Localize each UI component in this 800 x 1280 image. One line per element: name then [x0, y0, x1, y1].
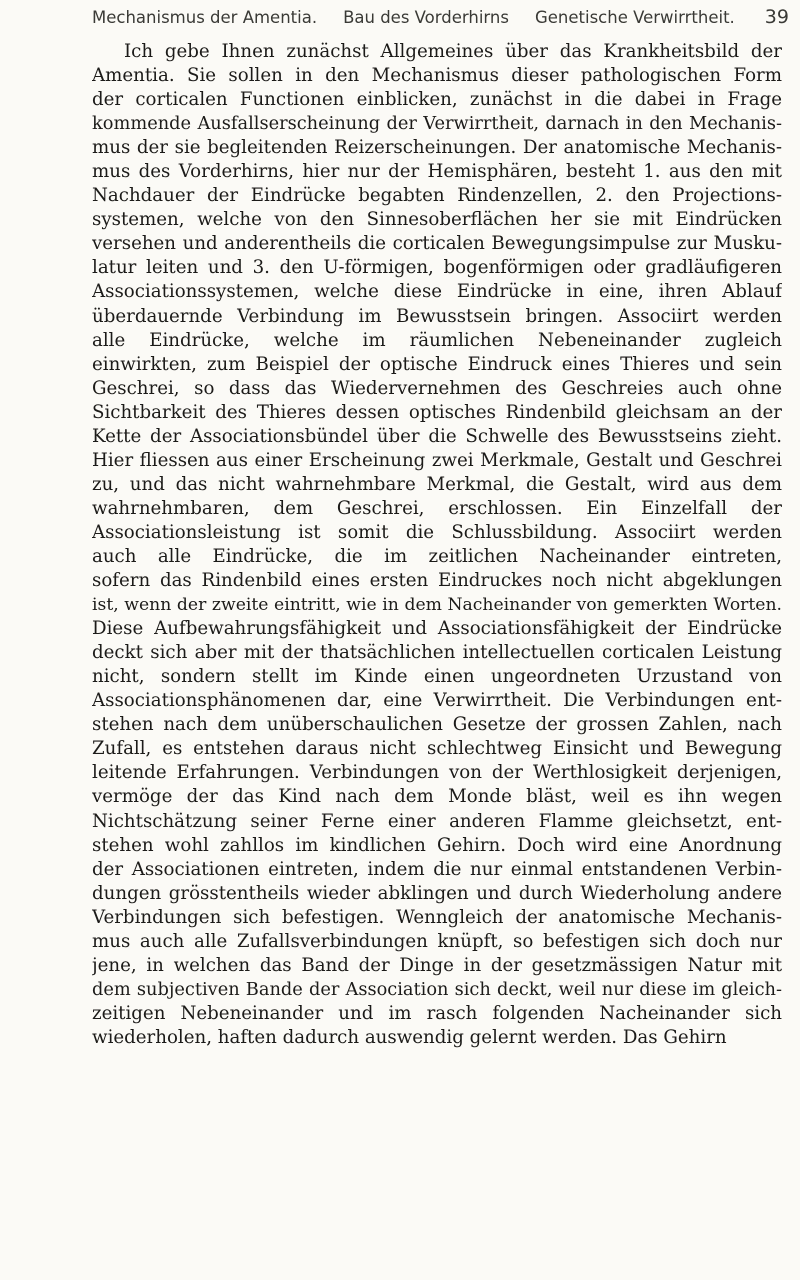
text-line: Hier fliessen aus einer Erscheinung zwei Merkmale, Gestalt und Geschrei — [92, 449, 782, 471]
text-line: Associationssystemen, welche diese Eindrücke in eine, ihren Ablauf — [92, 281, 782, 303]
text-line: Ich gebe Ihnen zunächst Allgemeines über das Krankheitsbild der — [124, 41, 782, 62]
body-paragraph — [92, 40, 782, 1050]
running-head-topic-1: Bau des Vorderhirns — [343, 8, 509, 27]
text-line: auch alle Eindrücke, die im zeitlichen Nacheinander eintreten, — [92, 545, 782, 567]
text-line: der corticalen Functionen einblicken, zunächst in die dabei in Frage — [92, 89, 782, 111]
text-line: zu, und das nicht wahrnehmbare Merkmal, die Gestalt, wird aus dem — [92, 473, 782, 495]
running-head — [92, 6, 788, 38]
text-line: jene, in welchen das Band der Dinge in der gesetzmässigen Natur mit — [92, 954, 782, 976]
text-line: latur leiten und 3. den U-förmigen, bogenförmigen oder gradläufigeren — [92, 257, 782, 279]
text-line: mus auch alle Zufallsverbindungen knüpft, so befestigen sich doch nur — [92, 930, 782, 952]
running-head-topic-2: Genetische Verwirrtheit. — [534, 8, 735, 27]
text-line: mus der sie begleitenden Reizerscheinungen. Der anatomische Mechanis- — [92, 137, 782, 159]
text-line: Associationsphänomenen dar, eine Verwirrtheit. Die Verbindungen ent- — [92, 690, 782, 712]
text-line: dem subjectiven Bande der Association sich deckt, weil nur diese im gleich- — [92, 978, 782, 1000]
text-line: Geschrei, so dass das Wiedervernehmen des Geschreies auch ohne — [92, 377, 782, 399]
text-line: Associationsleistung ist somit die Schlussbildung. Associirt werden — [92, 521, 782, 543]
page-number: 39 — [764, 6, 789, 28]
text-line: sofern das Rindenbild eines ersten Eindruckes noch nicht abgeklungen — [92, 570, 782, 592]
text-line: alle Eindrücke, welche im räumlichen Nebeneinander zugleich — [92, 329, 782, 351]
text-line: Nichtschätzung seiner Ferne einer anderen Flamme gleichsetzt, ent- — [92, 810, 782, 832]
text-line: kommende Ausfallserscheinung der Verwirrtheit, darnach in den Mechanis- — [92, 113, 782, 135]
text-line: überdauernde Verbindung im Bewusstsein bringen. Associirt werden — [92, 305, 782, 327]
text-line: stehen wohl zahllos im kindlichen Gehirn. Doch wird eine Anordnung — [92, 834, 782, 856]
text-line: mus des Vorderhirns, hier nur der Hemisphären, besteht 1. aus den mit — [92, 161, 782, 183]
text-line: leitende Erfahrungen. Verbindungen von der Werthlosigkeit derjenigen, — [92, 762, 782, 784]
text-line: der Associationen eintreten, indem die nur einmal entstandenen Verbin- — [92, 858, 782, 880]
text-line: Nachdauer der Eindrücke begabten Rindenzellen, 2. den Projections- — [92, 185, 782, 207]
text-line: systemen, welche von den Sinnesoberflächen her sie mit Eindrücken — [92, 209, 782, 231]
text-line: stehen nach dem unüberschaulichen Gesetze der grossen Zahlen, nach — [92, 714, 782, 736]
running-head-chapter: Mechanismus der Amentia. — [92, 8, 318, 27]
text-line: dungen grösstentheils wieder abklingen und durch Wiederholung andere — [92, 882, 782, 904]
text-line: Sichtbarkeit des Thieres dessen optisches Rindenbild gleichsam an der — [92, 401, 782, 423]
text-line: nicht, sondern stellt im Kinde einen ungeordneten Urzustand von — [92, 666, 782, 688]
text-line: Diese Aufbewahrungsfähigkeit und Associationsfähigkeit der Eindrücke — [92, 618, 782, 640]
text-line: Amentia. Sie sollen in den Mechanismus dieser pathologischen Form — [92, 65, 782, 87]
text-line: versehen und anderentheils die corticalen Bewegungsimpulse zur Musku- — [92, 233, 782, 255]
text-line: ist, wenn der zweite eintritt, wie in dem Nacheinander von gemerkten Worten. — [92, 595, 782, 616]
text-line: Kette der Associationsbündel über die Schwelle des Bewusstseins zieht. — [92, 425, 782, 447]
text-line: deckt sich aber mit der thatsächlichen intellectuellen corticalen Leistung — [92, 642, 782, 664]
text-line: zeitigen Nebeneinander und im rasch folgenden Nacheinander sich — [92, 1002, 782, 1024]
text-line: wahrnehmbaren, dem Geschrei, erschlossen. Ein Einzelfall der — [92, 497, 782, 519]
text-line: Verbindungen sich befestigen. Wenngleich der anatomische Mechanis- — [92, 906, 782, 928]
text-line: wiederholen, haften dadurch auswendig gelernt werden. Das Gehirn — [92, 1026, 727, 1048]
text-line: vermöge der das Kind nach dem Monde bläst, weil es ihn wegen — [92, 786, 782, 808]
text-line: einwirkten, zum Beispiel der optische Eindruck eines Thieres und sein — [92, 353, 782, 375]
text-line: Zufall, es entstehen daraus nicht schlechtweg Einsicht und Bewegung — [92, 738, 782, 760]
